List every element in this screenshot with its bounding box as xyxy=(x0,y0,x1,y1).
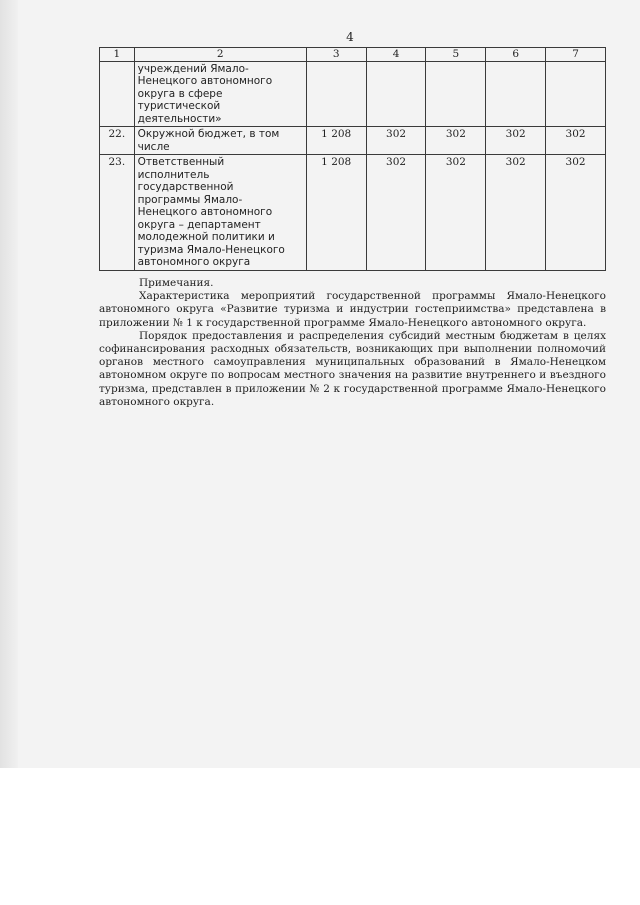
row-name xyxy=(134,61,306,127)
table-header-cell: 1 xyxy=(100,48,135,62)
row-value: 302 xyxy=(366,155,426,271)
row-name-line: Ненецкого автономного xyxy=(137,206,273,218)
table-header-cell: 4 xyxy=(366,48,426,62)
row-number xyxy=(100,61,135,127)
row-name-line: Окружной бюджет, в том xyxy=(137,128,280,140)
row-value xyxy=(486,61,546,127)
row-value xyxy=(306,61,366,127)
table-row xyxy=(100,155,606,271)
row-number: 23. xyxy=(100,155,135,271)
row-value: 302 xyxy=(486,155,546,271)
table-header-cell: 3 xyxy=(306,48,366,62)
row-name-line: исполнитель xyxy=(137,168,210,181)
row-value: 302 xyxy=(426,127,486,155)
page-number: 4 xyxy=(346,30,354,44)
row-number: 22. xyxy=(100,127,135,155)
row-value: 302 xyxy=(486,127,546,155)
table-header-cell: 2 xyxy=(134,48,306,62)
row-value xyxy=(426,61,486,127)
table-header-cell: 5 xyxy=(426,48,486,62)
row-name-line: туристической xyxy=(137,100,221,112)
budget-table xyxy=(99,47,606,271)
row-name-line: числе xyxy=(137,140,170,153)
scan-edge-shadow xyxy=(0,0,18,768)
row-value xyxy=(546,61,606,127)
notes-paragraph: Характеристика мероприятий государственной программы Ямало-Ненецкого автономного округа «Развитие туризма и индустрии гостеприимства» представлена в приложении № 1 к государственной программе Ямало-Ненецкого автономного округа. xyxy=(99,290,606,329)
row-name-line: туризма Ямало-Ненецкого xyxy=(137,243,285,256)
row-name-line: деятельности» xyxy=(137,112,222,125)
row-value: 302 xyxy=(546,127,606,155)
notes-title: Примечания. xyxy=(139,277,214,289)
row-name-line: округа – департамент xyxy=(137,218,261,231)
row-name-line: учреждений Ямало- xyxy=(137,62,249,75)
row-name-line: Ненецкого автономного xyxy=(137,75,273,87)
row-value: 1 208 xyxy=(306,155,366,271)
row-name-line: Ответственный xyxy=(137,156,225,168)
row-value: 302 xyxy=(366,127,426,155)
table-header-row xyxy=(100,48,606,62)
table-row xyxy=(100,127,606,155)
table-row xyxy=(100,61,606,127)
row-name xyxy=(134,127,306,155)
row-name-line: молодежной политики и xyxy=(137,231,275,243)
notes-section xyxy=(99,277,606,409)
row-value: 302 xyxy=(546,155,606,271)
table-header-cell: 7 xyxy=(546,48,606,62)
row-value: 302 xyxy=(426,155,486,271)
row-name-line: автономного округа xyxy=(137,256,251,268)
row-name-line: программы Ямало- xyxy=(137,193,243,206)
row-name xyxy=(134,155,306,271)
notes-paragraph: Порядок предоставления и распределения субсидий местным бюджетам в целях софинансирования расходных обязательств, возникающих при выполнении полномочий органов местного самоуправления муниципальных образований в Ямало-Ненецком автономном округе по вопросам местного значения на развитие внутреннего и въездного туризма, представлен в приложении № 2 к государственной программе Ямало-Ненецкого автономного округа. xyxy=(99,329,606,408)
row-value: 1 208 xyxy=(306,127,366,155)
table-header-cell: 6 xyxy=(486,48,546,62)
row-name-line: округа в сфере xyxy=(137,87,223,100)
row-name-line: государственной xyxy=(137,181,234,193)
row-value xyxy=(366,61,426,127)
